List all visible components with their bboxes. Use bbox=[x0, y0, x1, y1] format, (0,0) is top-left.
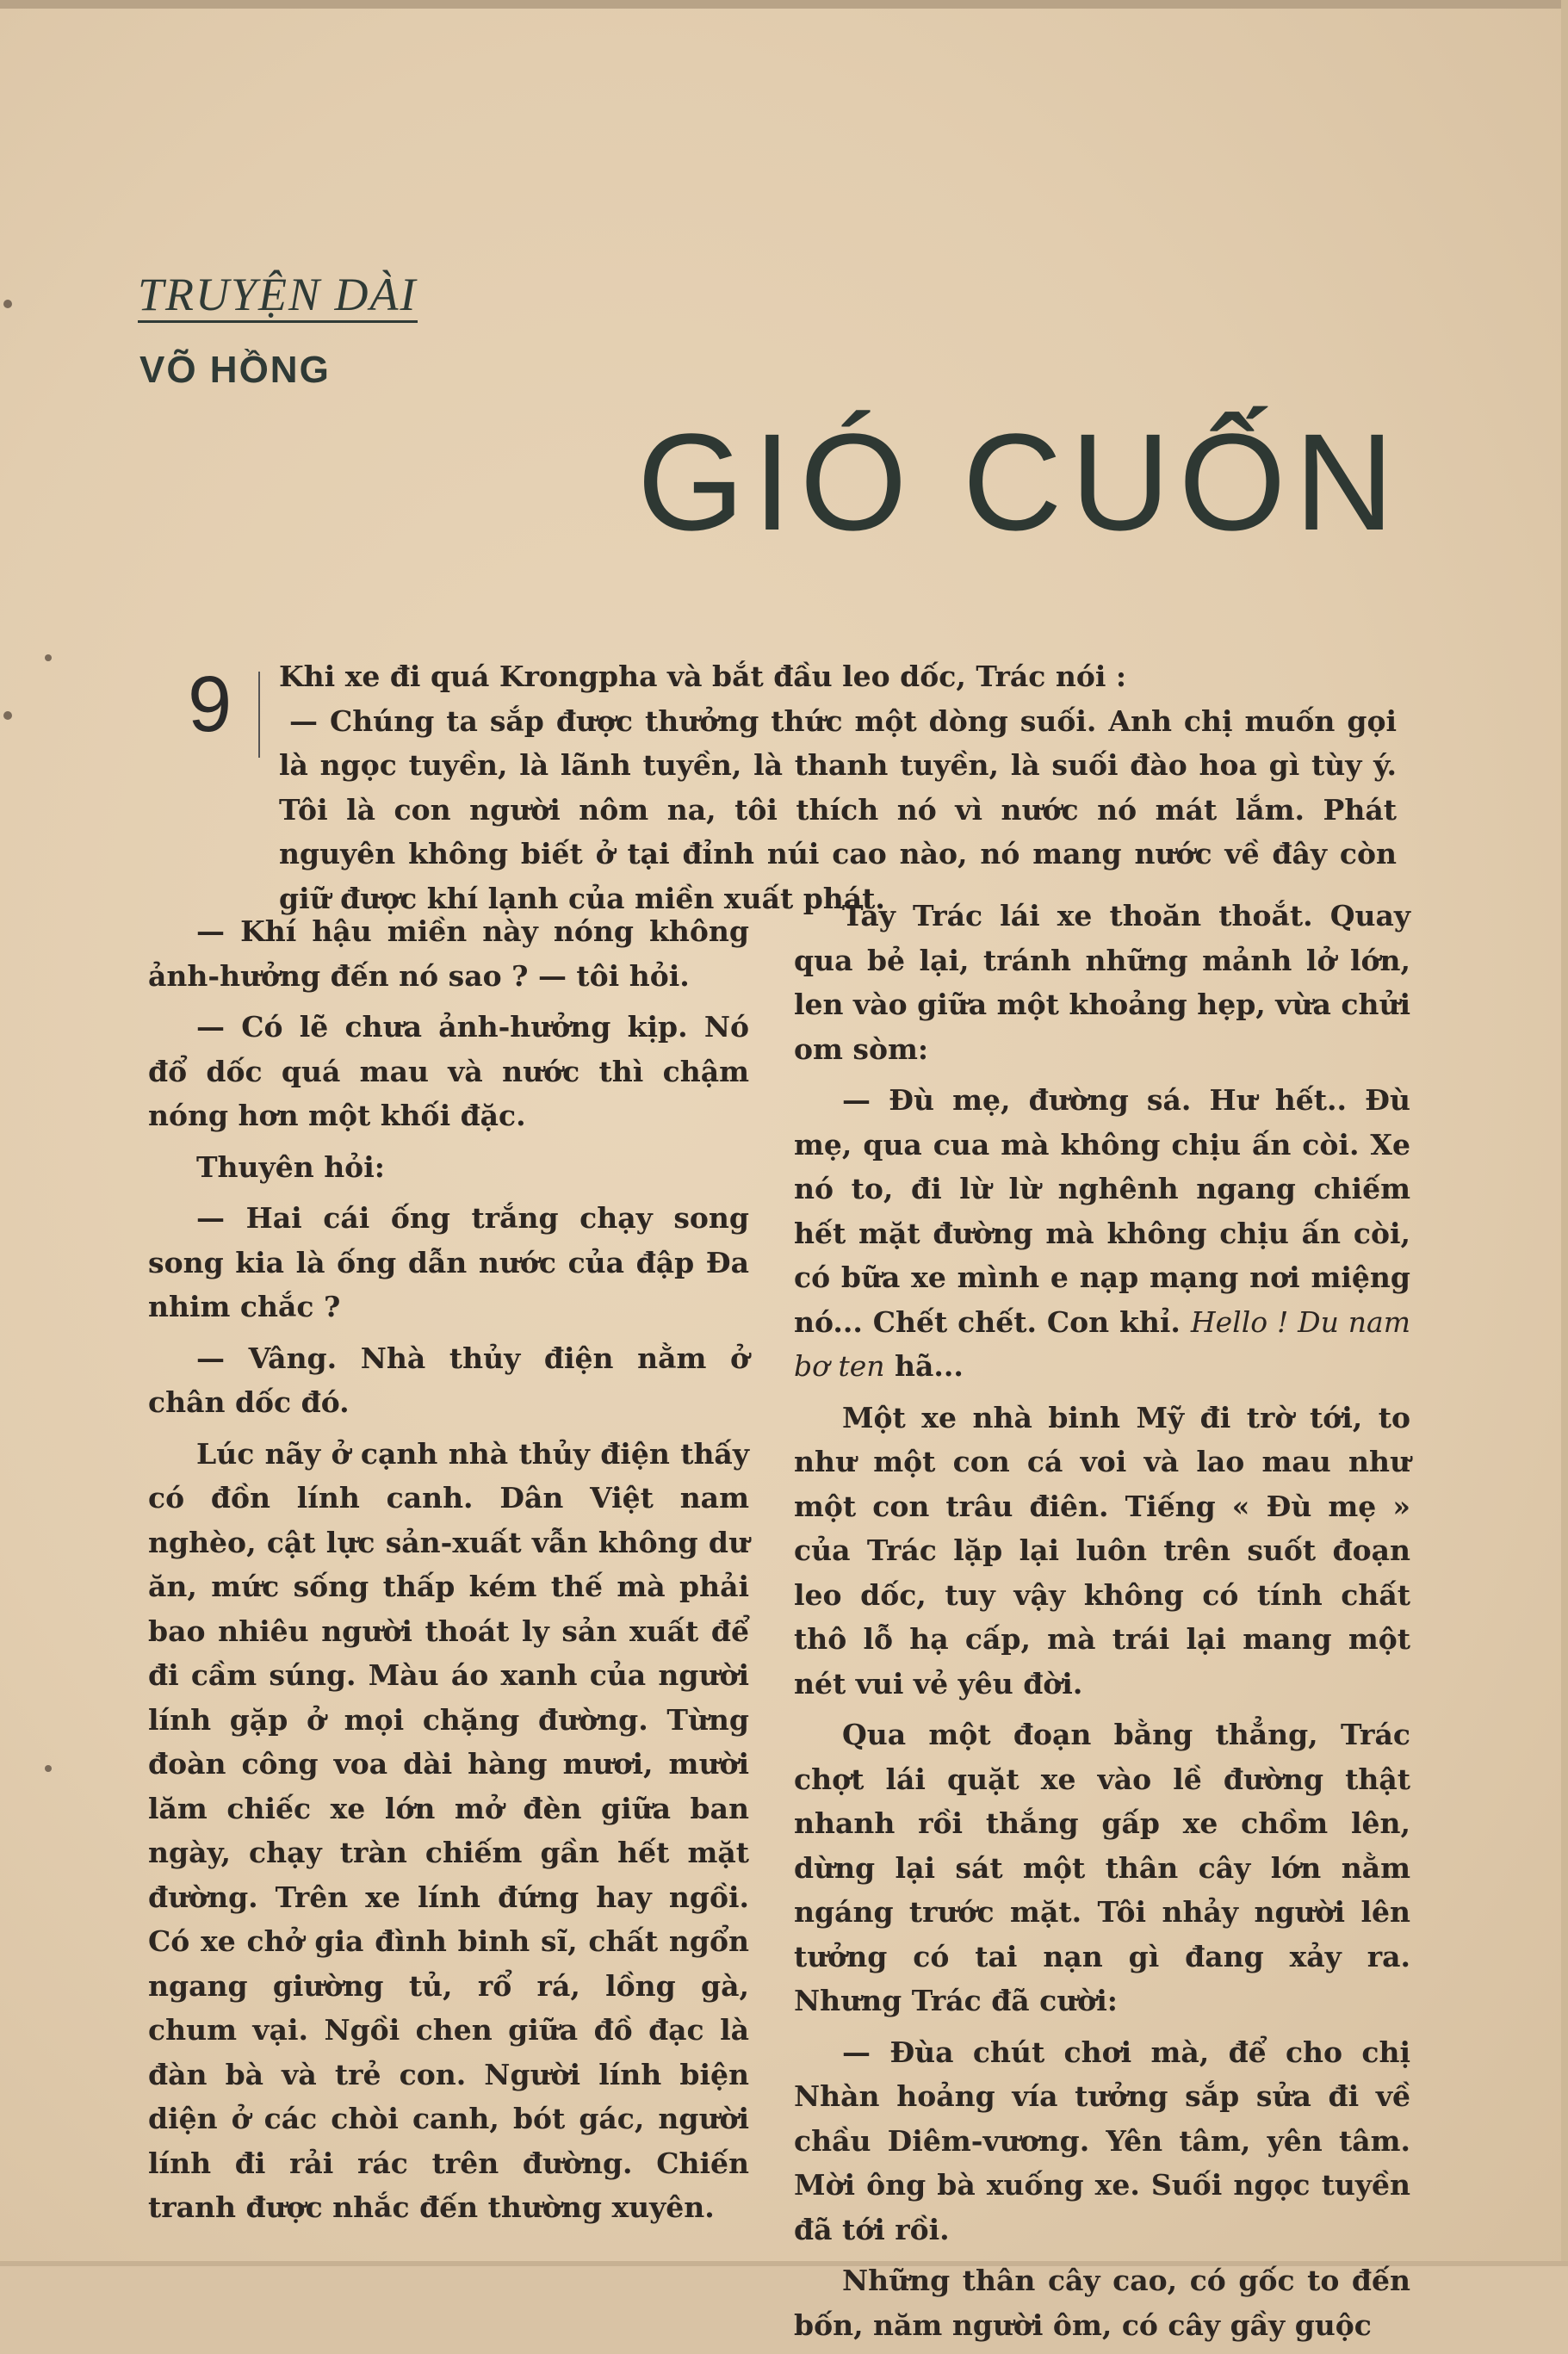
paragraph: Một xe nhà binh Mỹ đi trờ tới, to như một con cá voi và lao mau như một con trâu điên. Tiếng « Đù mẹ » của Trác lặp lại luôn trên suốt đoạn leo dốc, tuy vậy không có tính chất thô lỗ hạ cấp, mà trái lại mang một nét vui vẻ yêu đời. bbox=[794, 1400, 1410, 1700]
intro-text bbox=[138, 654, 1397, 920]
paragraph: — Vâng. Nhà thủy điện nằm ở chân dốc đó. bbox=[148, 1341, 749, 1419]
story-title: GIÓ CUỐN bbox=[637, 405, 1403, 559]
paragraph: Tay Trác lái xe thoăn thoắt. Quay qua bẻ lại, tránh những mảnh lở lớn, len vào giữa một khoảng hẹp, vừa chửi om sòm: bbox=[794, 899, 1410, 1066]
paragraph: Qua một đoạn bằng thẳng, Trác chợt lái quặt xe vào lề đường thật nhanh rồi thắng gấp xe chồm lên, dừng lại sát một thân cây lớn nằm ngáng trước mặt. Tôi nhảy người lên tưởng có tai nạn gì đang xảy ra. Nhưng Trác đã cười: bbox=[794, 1718, 1410, 2017]
paragraph: — Khí hậu miền này nóng không ảnh-hưởng đến nó sao ? — tôi hỏi. bbox=[148, 914, 749, 993]
paragraph bbox=[794, 1078, 1410, 1389]
intro-paragraph: Khi xe đi quá Krongpha và bắt đầu leo dốc, Trác nói : bbox=[279, 660, 1127, 693]
paragraph: — Hai cái ống trắng chạy song song kia là ống dẫn nước của đập Đa nhim chắc ? bbox=[148, 1201, 749, 1323]
paragraph: — Đùa chút chơi mà, để cho chị Nhàn hoảng vía tưởng sắp sửa đi về chầu Diêm-vương. Yên tâm, yên tâm. Mời ông bà xuống xe. Suối ngọc tuyền đã tới rồi. bbox=[794, 2035, 1410, 2246]
author-name: VÕ HỒNG bbox=[139, 349, 331, 391]
page-top-edge bbox=[0, 0, 1568, 9]
binding-hole-mark bbox=[45, 654, 52, 661]
intro-paragraph: — Chúng ta sắp được thưởng thức một dòng suối. Anh chị muốn gọi là ngọc tuyền, là lãnh tuyền, là thanh tuyền, là suối đào hoa gì tùy ý. Tôi là con người nôm na, tôi thích nó vì nước nó mát lắm. Phát nguyên không biết ở tại đỉnh núi cao nào, nó mang nước về đây còn giữ được khí lạnh của miền xuất phát. bbox=[279, 703, 1397, 915]
right-column bbox=[794, 894, 1410, 2354]
english-phrase: Hello ! Du nam bơ ten bbox=[794, 1304, 1410, 1383]
dialogue-text: hã... bbox=[895, 1349, 964, 1383]
binding-hole-mark bbox=[45, 1765, 52, 1772]
binding-hole-mark bbox=[3, 300, 12, 308]
binding-hole-mark bbox=[3, 711, 12, 720]
chapter-number: 9 bbox=[188, 660, 232, 748]
paragraph: Những thân cây cao, có gốc to đến bốn, năm người ôm, có cây gầy guộc bbox=[794, 2264, 1410, 2342]
dialogue-text: — Đù mẹ, đường sá. Hư hết.. Đù mẹ, qua cua mà không chịu ấn còi. Xe nó to, đi lừ lừ nghênh ngang chiếm hết mặt đường mà không chịu ấn còi, có bữa xe mình e nạp mạng nơi miệng nó... Chết chết. Con khỉ. bbox=[794, 1083, 1410, 1339]
page-right-edge bbox=[1561, 0, 1568, 2266]
left-column bbox=[148, 909, 749, 2237]
paragraph: Lúc nãy ở cạnh nhà thủy điện thấy có đồn lính canh. Dân Việt nam nghèo, cật lực sản-xuất vẫn không dư ăn, mức sống thấp kém thế mà phải bao nhiêu người thoát ly sản xuất để đi cầm súng. Màu áo xanh của người lính gặp ở mọi chặng đường. Từng đoàn công voa dài hàng mươi, mười lăm chiếc xe lớn mở đèn giữa ban ngày, chạy tràn chiếm gần hết mặt đường. Trên xe lính đứng hay ngồi. Có xe chở gia đình binh sĩ, chất ngổn ngang giường tủ, rổ rá, lồng gà, chum vại. Ngồi chen giữa đồ đạc là đàn bà và trẻ con. Người lính biện diện ở các chòi canh, bót gác, người lính đi rải rác trên đường. Chiến tranh được nhắc đến thường xuyên. bbox=[148, 1436, 749, 2224]
series-label: TRUYỆN DÀI bbox=[138, 269, 418, 323]
paragraph: Thuyên hỏi: bbox=[196, 1149, 385, 1184]
paragraph: — Có lẽ chưa ảnh-hưởng kịp. Nó đổ dốc quá mau và nước thì chậm nóng hơn một khối đặc. bbox=[148, 1010, 749, 1132]
